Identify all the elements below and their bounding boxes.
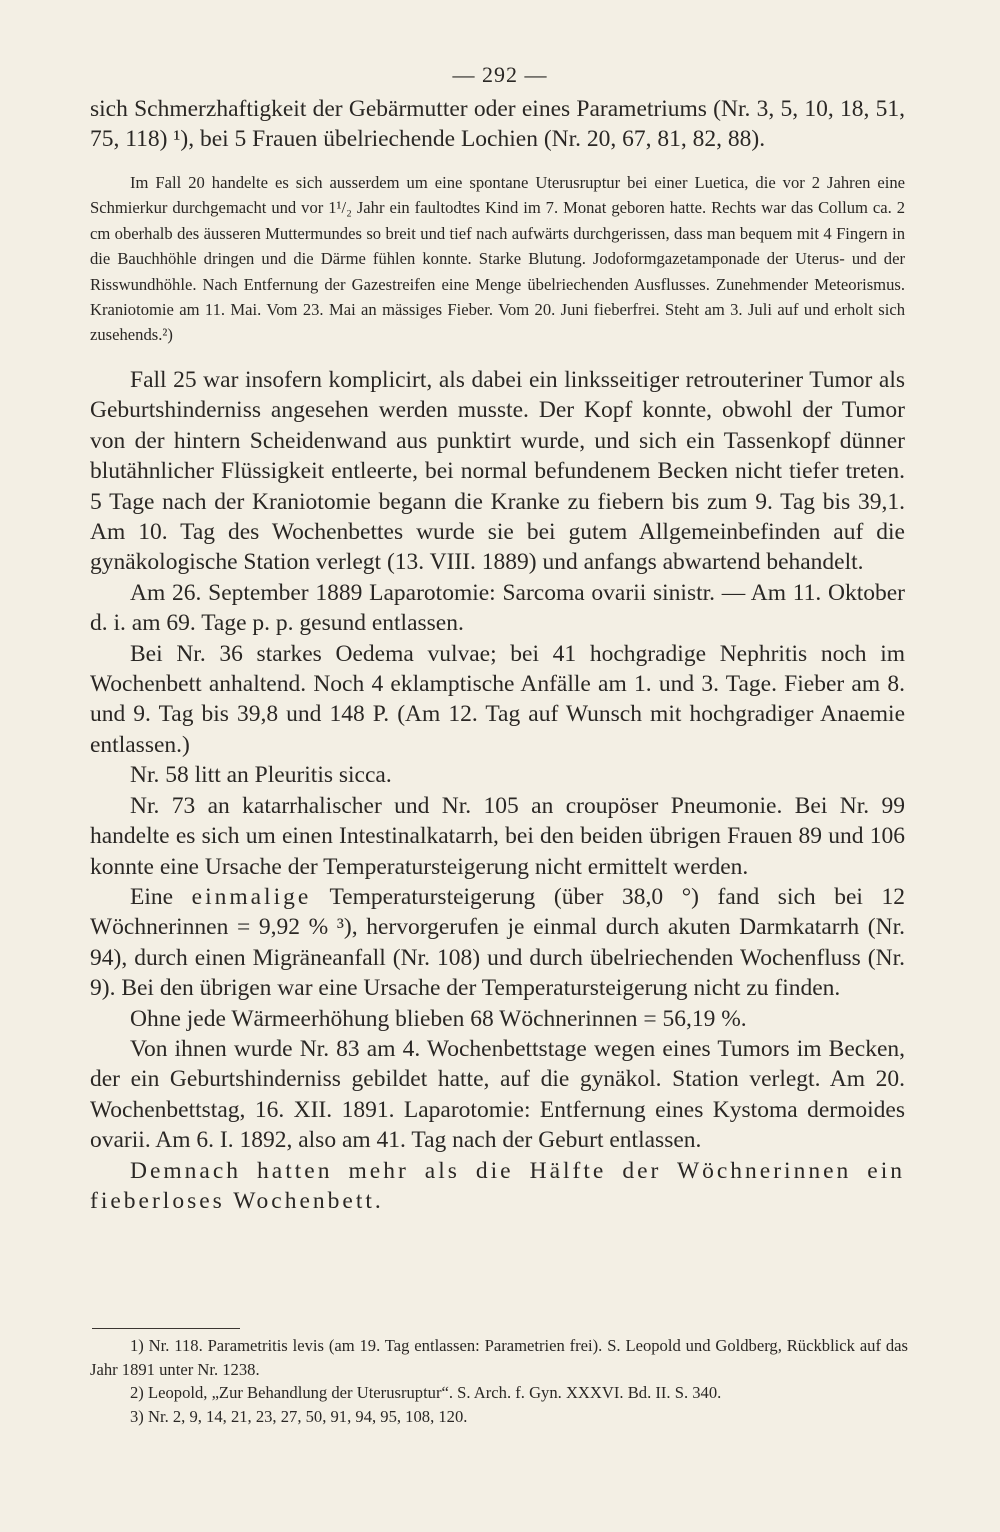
paragraph-nr-36: Bei Nr. 36 starkes Oedema vulvae; bei 41 hochgradige Nephritis noch im Wochenbett anhaltend. Noch 4 eklamptische Anfälle am 1. und 3. Tage. Fieber am 8. und 9. Tag bis 39,8 und 148 P. (Am 12. Tag auf Wunsch mit hochgradiger Anaemie entlassen.) — [90, 640, 905, 758]
paragraph-einmalige — [90, 882, 905, 1004]
paragraph-nr-83: Von ihnen wurde Nr. 83 am 4. Wochenbettstage wegen eines Tumors im Becken, der ein Geburtshinderniss gebildet hatte, auf die gynäkol. Station verlegt. Am 20. Wochenbettstag, 16. XII. 1891. Laparotomie: Entfernung eines Kystoma dermoides ovarii. Am 6. I. 1892, also am 41. Tag nach der Geburt entlassen. — [90, 1035, 905, 1154]
einmalige-rest: Temperatursteigerung (über 38,0 °) fand sich bei 12 Wöchnerinnen = 9,92 % ³), hervorgerufen je einmal durch akuten Darmkatarrh (Nr. 94), durch einen Migräneanfall (Nr. 108) und durch übelriechenden Wochenfluss (Nr. 9). Bei den übrigen war eine Ursache der Temperatursteigerung nicht zu finden. — [90, 883, 905, 1002]
paragraph-ohne: Ohne jede Wärmeerhöhung blieben 68 Wöchnerinnen = 56,19 %. — [130, 1005, 747, 1032]
main-text — [90, 94, 905, 155]
footnote-rule — [92, 1328, 240, 1329]
paragraph-case-20: Im Fall 20 handelte es sich ausserdem um eine spontane Uterusruptur bei einer Luetica, die vor 2 Jahren eine Schmierkur durchgemacht und vor 1¹/₂ Jahr ein faultodtes Kind im 7. Monat geboren hatte. Rechts war das Collum ca. 2 cm oberhalb des äusseren Muttermundes so breit und tief nach aufwärts durchgerissen, dass man bequem mit 4 Fingern in die Bauchhöhle dringen und die Därme fühlen konnte. Starke Blutung. Jodoformgazetamponade der Uterus- und der Risswundhöhle. Nach Entfernung der Gazestreifen eine Menge übelriechenden Ausflusses. Zunehmender Meteorismus. Kraniotomie am 11. Mai. Vom 23. Mai an mässiges Fieber. Vom 20. Juni fieberfrei. Steht am 3. Juli auf und erholt sich zusehends.²) — [90, 173, 905, 345]
einmalige-spaced: einmalige — [191, 883, 312, 910]
paragraph-nr-58: Nr. 58 litt an Pleuritis sicca. — [130, 762, 392, 789]
einmalige-lead: Eine — [130, 883, 174, 910]
paragraph-intro: sich Schmerzhaftigkeit der Gebärmutter oder eines Parametriums (Nr. 3, 5, 10, 18, 51, 75, 118) ¹), bei 5 Frauen übelriechende Lochien (Nr. 20, 67, 81, 82, 88). — [90, 96, 905, 153]
footnote-2: 2) Leopold, „Zur Behandlung der Uterusruptur“. S. Arch. f. Gyn. XXXVI. Bd. II. S. 340. — [130, 1383, 722, 1402]
page-number: — 292 — — [452, 62, 548, 87]
paragraph-september: Am 26. September 1889 Laparotomie: Sarcoma ovarii sinistr. — Am 11. Oktober d. i. am 69. Tage p. p. gesund entlassen. — [90, 579, 905, 637]
footnote-1: 1) Nr. 118. Parametritis levis (am 19. Tag entlassen: Parametrien frei). S. Leopold und Goldberg, Rückblick auf das Jahr 1891 unter Nr. 1238. — [90, 1336, 908, 1379]
paragraph-case-25: Fall 25 war insofern komplicirt, als dabei ein linksseitiger retrouteriner Tumor als Geburtshinderniss angesehen werden musste. Der Kopf konnte, obwohl der Tumor von der hintern Scheidenwand aus punktirt wurde, und sich ein Tassenkopf dünner blutähnlicher Flüssigkeit entleerte, bei normal befundenem Becken nicht tiefer treten. 5 Tage nach der Kraniotomie begann die Kranke zu fiebern bis zum 9. Tag bis 39,1. Am 10. Tag des Wochenbettes wurde sie bei gutem Allgemeinbefinden auf die gynäkologische Station verlegt (13. VIII. 1889) und anfangs abwartend behandelt. — [90, 367, 905, 576]
footnotes — [90, 1334, 908, 1428]
paragraph-demnach: Demnach hatten mehr als die Hälfte der Wöchnerinnen ein fieberloses Wochenbett. — [90, 1157, 905, 1214]
case-20-note — [90, 170, 905, 348]
body-text — [90, 365, 905, 1216]
footnote-3: 3) Nr. 2, 9, 14, 21, 23, 27, 50, 91, 94, 95, 108, 120. — [130, 1406, 468, 1426]
paragraph-nr-73: Nr. 73 an katarrhalischer und Nr. 105 an croupöser Pneumonie. Bei Nr. 99 handelte es sich um einen Intestinalkatarrh, bei den beiden übrigen Frauen 89 und 106 konnte eine Ursache der Temperatursteigerung nicht ermittelt werden. — [90, 792, 905, 880]
